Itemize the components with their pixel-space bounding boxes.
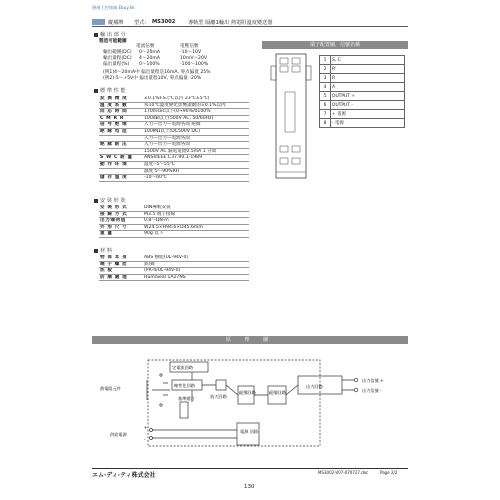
spec-key: 出力端荷值 (99, 218, 143, 225)
ordering-row-key: 輸出量程(DC) (103, 56, 132, 61)
block-sum-label: 基準總合 (178, 396, 195, 401)
material-table (99, 255, 249, 281)
ordering-row-a: 0～20mA (139, 50, 160, 55)
terminal-number: 1 (320, 56, 331, 65)
spec-key: 変 換 精 度 (99, 96, 143, 102)
table-row (99, 122, 249, 129)
spec-key: 絶 縁 耐 压 (99, 142, 143, 149)
footer-rule (92, 468, 408, 469)
block-lin-label: 線性化回路 (174, 383, 195, 388)
block-diagram (92, 350, 408, 460)
block-out-plus-label: 出力信號 + (362, 378, 384, 383)
spec-value: (PR-4/UL-94V-0) (143, 268, 249, 275)
terminal-signal: OUTPUT - (331, 101, 405, 110)
terminal-row (320, 101, 405, 110)
table-row (99, 148, 249, 155)
table-row (99, 128, 249, 135)
spec-key: C M R R (99, 115, 143, 122)
terminal-number: 8 (320, 119, 331, 128)
terminal-row (320, 65, 405, 74)
ordering-row-b: -100～100% (180, 62, 209, 67)
header-bar (92, 18, 408, 27)
ordering-note: (例2)-5～+5V中 偏出量程10V, 零点偏量 -20% (103, 76, 202, 81)
spec-key: 回 応 時 間 (99, 109, 143, 116)
block-iso1-label: 絕緣回路 (239, 390, 256, 395)
spec-value: 每10℃溫度變化影響讀數的±0.1%以內 (143, 102, 249, 109)
table-row (99, 261, 249, 268)
terminal-number: 7 (320, 110, 331, 119)
spec-key: 物 体 本 身 (99, 255, 143, 261)
spec-value: HumiSeal 1A27NS (143, 274, 249, 281)
table-row (99, 142, 249, 149)
table-row (99, 211, 249, 218)
specs-table (99, 96, 249, 182)
terminal-signal: + 電源 (331, 110, 405, 119)
spec-value: 0.8～ΩN·m (143, 218, 249, 225)
header-label-type: 型式： (134, 20, 150, 26)
spec-value: 入力—出力—電源各間 (143, 142, 249, 149)
table-row (99, 224, 249, 231)
table-row (99, 218, 249, 225)
terminal-row (320, 83, 405, 92)
ordering-head-voltage: 電壓信號 (180, 44, 199, 49)
module-outline-drawing (268, 52, 314, 182)
spec-key: 外 形 尺 寸 (99, 224, 143, 231)
spec-value: W24.5×H94.6×D45.6mm (143, 224, 249, 231)
block-power-label: 電源 回路 (240, 429, 259, 434)
spec-value: 温度:-5～55℃ (143, 161, 249, 168)
block-minus-sign: - (144, 437, 146, 442)
terminal-row (320, 74, 405, 83)
spec-key (99, 168, 143, 175)
spec-value: ANSI/IEEE C37.90.1-1989 (143, 155, 249, 162)
terminal-signal: - 電源 (331, 119, 405, 128)
spec-key: S W C 耐 量 (99, 155, 143, 162)
table-row (99, 168, 249, 175)
spec-key (99, 148, 143, 155)
table-row (99, 135, 249, 142)
spec-value: 100MΩ以上(DC500V DC) (143, 128, 249, 135)
section-install: 安 裝 形 狀 (94, 197, 126, 204)
terminal-row (320, 119, 405, 128)
terminal-signal: A (331, 83, 405, 92)
table-row (99, 102, 249, 109)
terminal-number: 3 (320, 74, 331, 83)
spec-value: ABS 樹脂(UL-94V-0) (143, 255, 249, 261)
block-plus-sign: + (144, 425, 148, 430)
spec-key (99, 135, 143, 142)
block-out-minus-label: 出力信號 - (362, 388, 382, 393)
terminal-number: 6 (320, 101, 331, 110)
table-row (99, 109, 249, 116)
header-label: 縱橫牌 (108, 20, 124, 26)
page-title: 導軌型 隔離1輸出 熱電阻溫度變送器 (188, 20, 273, 26)
spec-key: 儲 存 溫 度 (99, 175, 143, 182)
section-material: 材 料 (94, 247, 112, 254)
spec-value: 入力—出力—電源各間 (143, 135, 249, 142)
spec-key: 溫 度 系 數 (99, 102, 143, 109)
spec-key: 防 潮 處 理 (99, 274, 143, 281)
table-row (99, 161, 249, 168)
page-label: Page 2/2 (380, 470, 398, 475)
ordering-row-key: 偏出量程(%) (103, 62, 130, 67)
terminal-signal: OUTPUT + (331, 92, 405, 101)
header-badge (92, 19, 105, 25)
spec-value: 1500V AC 漏電電流0.5mA 1 分間 (143, 148, 249, 155)
model-number: MS3002 (152, 19, 176, 25)
terminal-table (319, 55, 405, 128)
section-specs: 標 準 性 能 (94, 87, 126, 94)
spec-value: M3.5 端子接線 (143, 211, 249, 218)
block-diagram-title: 原 理 圖 (92, 336, 408, 344)
table-row (99, 155, 249, 162)
block-amp-label: 放大回路 (210, 394, 227, 399)
install-table (99, 205, 249, 238)
section-ordering: 輸 出 部 分 (94, 31, 126, 38)
spec-key: 端 子 螺 丝 (99, 261, 143, 268)
ordering-note: (例1)4～20mA中 偏出量程是16mA, 零点偏置 25% (103, 70, 211, 75)
spec-value: -10～60℃ (143, 175, 249, 182)
spec-key: 接 線 方 式 (99, 211, 143, 218)
page-number: 130 (244, 484, 255, 490)
spec-value: 濕度:5～90%RH (143, 168, 249, 175)
spec-value: 100dB以上(500V AC, 50/60Hz) (143, 115, 249, 122)
spec-value: 鉄/鎳 (143, 261, 249, 268)
ordering-row-a: 4～20mA (139, 56, 160, 61)
terminal-row (320, 92, 405, 101)
spec-value: 入力—出力—電源各間 絕緣 (143, 122, 249, 129)
terminal-section-title: 端子配置圖．信號名稱 (262, 41, 408, 49)
spec-value: ±0.1%F.S.(℃以内 23℃±5℃) (143, 96, 249, 102)
ordering-subtitle: 製造可能範圍 (99, 39, 127, 44)
terminal-number: 5 (320, 92, 331, 101)
terminal-signal: S, C (331, 56, 405, 65)
ordering-row-b: -10～10V (180, 50, 202, 55)
table-row (99, 231, 249, 238)
spec-key: 絶 縁 电 阻 (99, 128, 143, 135)
brand-name: エム·ディ·ティ株式会社 (92, 472, 156, 479)
terminal-row (320, 110, 405, 119)
spec-key: 動 作 环 境 (99, 161, 143, 168)
table-row (99, 115, 249, 122)
block-rtd-label: 熱電阻元件 (100, 386, 121, 391)
terminal-number: 2 (320, 65, 331, 74)
terminal-row (320, 56, 405, 65)
terminal-signal: R (331, 74, 405, 83)
table-row (99, 268, 249, 275)
spec-value: 90g 以下 (143, 231, 249, 238)
spec-value: 170msec以下(0→90%/0100% (143, 109, 249, 116)
document-code: MS3002-V07-070727.doc (318, 470, 369, 475)
terminal-signal: R' (331, 65, 405, 74)
spec-value: DIN導軌安裝 (143, 205, 249, 211)
spec-key: 底 板 (99, 268, 143, 275)
spec-key: 重 量 (99, 231, 143, 238)
ordering-row-a: 0～100% (139, 62, 160, 67)
terminal-number: 4 (320, 83, 331, 92)
spec-key: 信 号 绝 缘 (99, 122, 143, 129)
ordering-row-b: 10mV～20V (180, 56, 208, 61)
table-row (99, 175, 249, 182)
spec-key: 安 裝 形 式 (99, 205, 143, 211)
watermark-text: 德瑞工控商城 Ebuy.hk (92, 5, 135, 10)
ordering-head-current: 電流信號 (136, 44, 155, 49)
block-iso2-label: 絕緣回路 (269, 390, 286, 395)
table-row (99, 274, 249, 281)
block-out-label: 出力回路 (306, 384, 323, 389)
block-ref-label: 定電流回路 (172, 365, 193, 370)
block-power-input-label: 供給電源 (110, 432, 127, 437)
ordering-row-key: 輸出範圍(DC) (103, 50, 132, 55)
